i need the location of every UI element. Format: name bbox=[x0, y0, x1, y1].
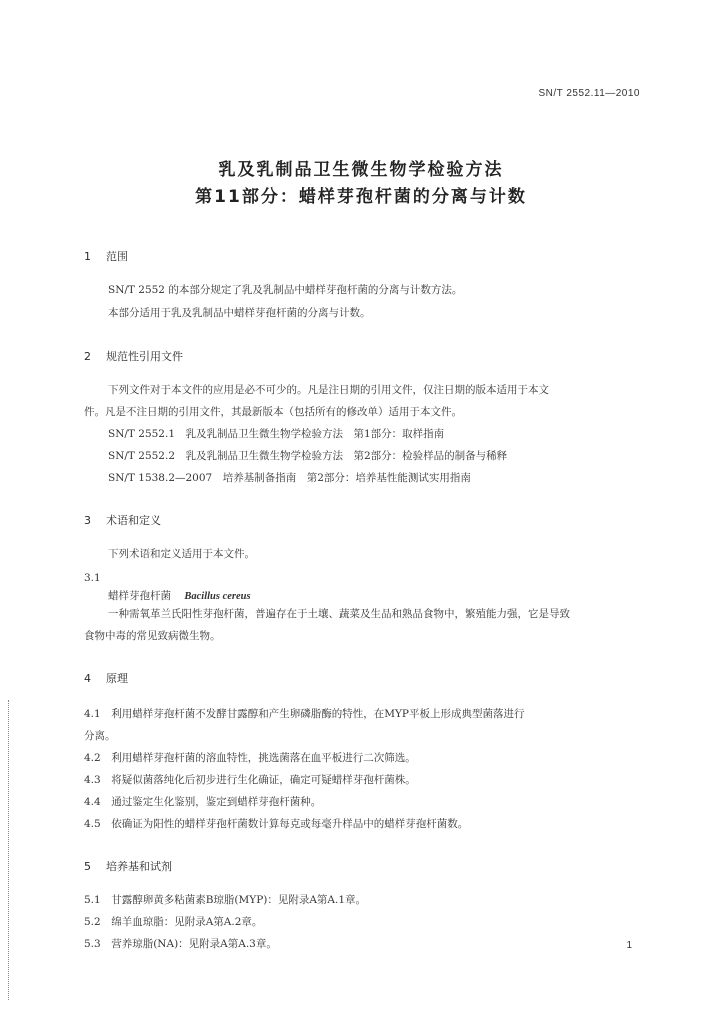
section-title: 范围 bbox=[106, 250, 128, 263]
clause-item: 4.5 依确证为阳性的蜡样芽孢杆菌数计算每克或每毫升样品中的蜡样芽孢杆菌数。 bbox=[84, 818, 469, 830]
paragraph: 下列术语和定义适用于本文件。 bbox=[108, 548, 255, 560]
clause-item-continued: 分离。 bbox=[84, 730, 116, 742]
section-heading bbox=[84, 670, 128, 686]
term-name: 蜡样芽孢杆菌 bbox=[108, 590, 171, 602]
section-title: 规范性引用文件 bbox=[106, 350, 183, 363]
clause-item: 4.4 通过鉴定生化鉴别，鉴定到蜡样芽孢杆菌种。 bbox=[84, 796, 322, 808]
section-heading bbox=[84, 512, 161, 528]
subsection-number: 3.1 bbox=[84, 572, 101, 584]
paragraph: 件。凡是不注日期的引用文件，其最新版本（包括所有的修改单）适用于本文件。 bbox=[84, 406, 462, 418]
section-title: 术语和定义 bbox=[106, 514, 161, 527]
document-title: 乳及乳制品卫生微生物学检验方法 bbox=[218, 160, 504, 180]
paragraph: 下列文件对于本文件的应用是必不可少的。凡是注日期的引用文件，仅注日期的版本适用于本文 bbox=[108, 384, 549, 396]
section-number: 2 bbox=[84, 350, 91, 363]
section-number: 4 bbox=[84, 672, 91, 685]
paragraph: SN/T 2552 的本部分规定了乳及乳制品中蜡样芽孢杆菌的分离与计数方法。 bbox=[108, 284, 463, 296]
definition-text: 食物中毒的常见致病微生物。 bbox=[84, 630, 221, 642]
clause-item: 5.2 绵羊血琼脂：见附录A第A.2章。 bbox=[84, 916, 263, 928]
clause-item: 4.3 将疑似菌落纯化后初步进行生化确证，确定可疑蜡样芽孢杆菌株。 bbox=[84, 774, 416, 786]
section-number: 1 bbox=[84, 250, 91, 263]
paragraph: 本部分适用于乳及乳制品中蜡样芽孢杆菌的分离与计数。 bbox=[108, 307, 371, 319]
term-latin-name: Bacillus cereus bbox=[184, 591, 251, 602]
clause-item: 5.3 营养琼脂(NA)：见附录A第A.3章。 bbox=[84, 938, 277, 950]
section-number: 3 bbox=[84, 514, 91, 527]
document-subtitle: 第11部分：蜡样芽孢杆菌的分离与计数 bbox=[195, 187, 527, 207]
term-entry bbox=[108, 588, 251, 605]
reference-item: SN/T 1538.2—2007 培养基制备指南 第2部分：培养基性能测试实用指南 bbox=[108, 472, 471, 484]
clause-item: 4.1 利用蜡样芽孢杆菌不发酵甘露醇和产生卵磷脂酶的特性，在MYP平板上形成典型菌落进行 bbox=[84, 708, 525, 720]
section-heading bbox=[84, 348, 183, 364]
section-title: 培养基和试剂 bbox=[106, 860, 172, 873]
reference-item: SN/T 2552.2 乳及乳制品卫生微生物学检验方法 第2部分：检验样品的制备与稀释 bbox=[108, 450, 508, 462]
definition-text: 一种需氧革兰氏阳性芽孢杆菌，普遍存在于土壤、蔬菜及生品和熟品食物中，繁殖能力强，它是导致 bbox=[108, 608, 570, 620]
section-heading bbox=[84, 248, 128, 264]
page-number: 1 bbox=[626, 940, 632, 951]
section-number: 5 bbox=[84, 860, 91, 873]
section-heading bbox=[84, 858, 172, 874]
section-title: 原理 bbox=[106, 672, 128, 685]
clause-item: 5.1 甘露醇卵黄多粘菌素B琼脂(MYP)：见附录A第A.1章。 bbox=[84, 894, 367, 906]
binding-margin-line bbox=[8, 700, 9, 1000]
standard-code: SN/T 2552.11—2010 bbox=[538, 88, 640, 99]
reference-item: SN/T 2552.1 乳及乳制品卫生微生物学检验方法 第1部分：取样指南 bbox=[108, 428, 445, 440]
clause-item: 4.2 利用蜡样芽孢杆菌的溶血特性，挑选菌落在血平板进行二次筛选。 bbox=[84, 752, 416, 764]
